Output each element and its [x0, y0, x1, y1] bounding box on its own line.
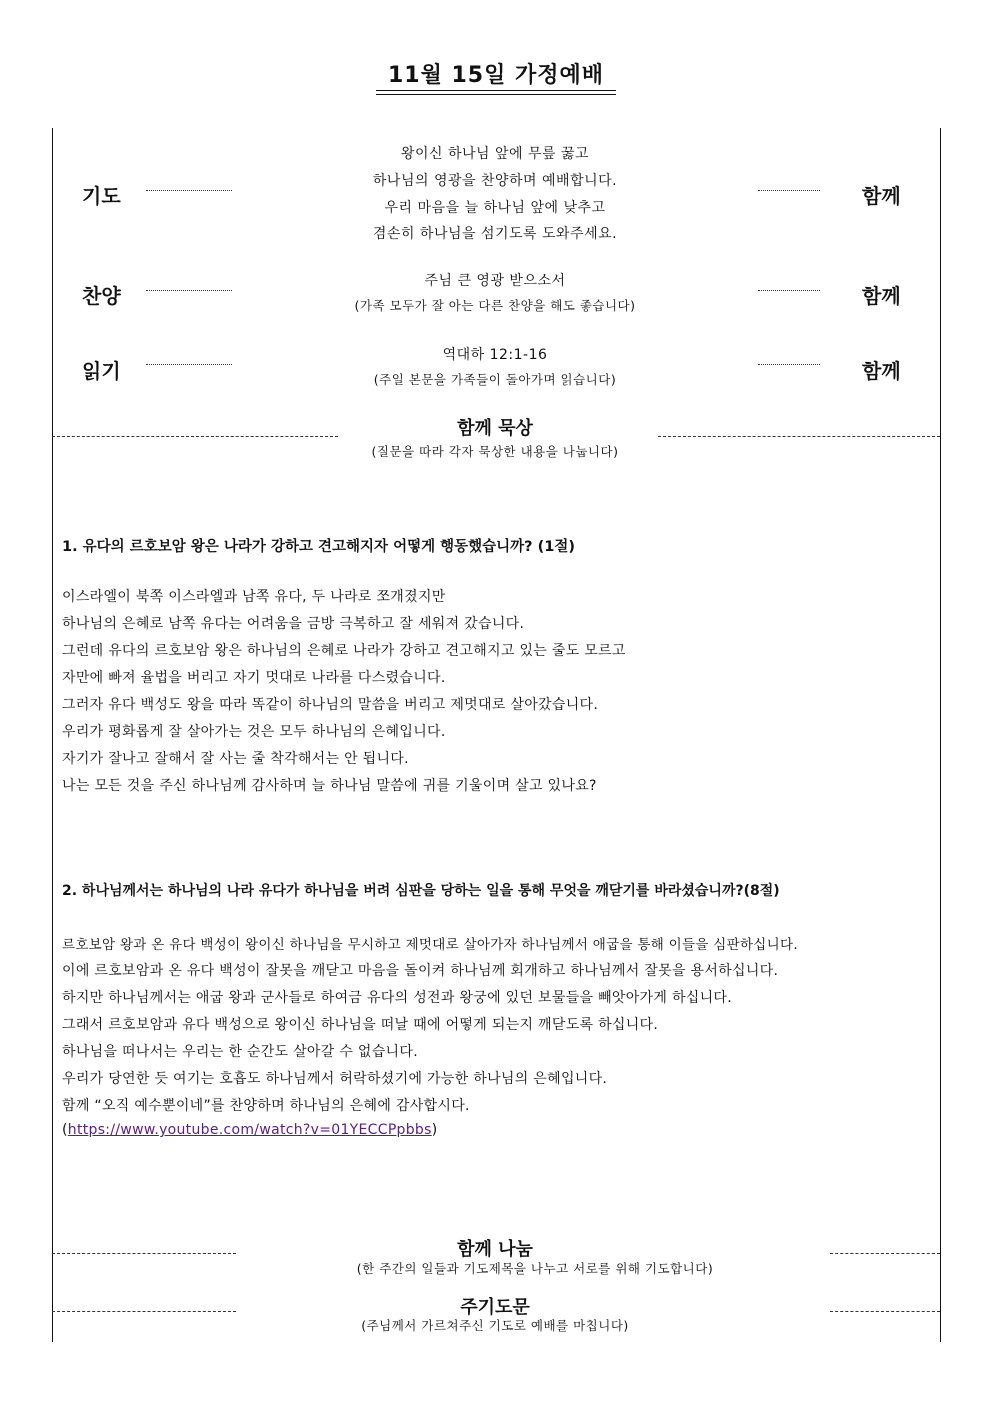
q1-answer-line: 그러자 유다 백성도 왕을 따라 똑같이 하나님의 말씀을 버리고 제멋대로 살아갔습니다.	[62, 697, 599, 713]
section-divider-right	[658, 436, 940, 437]
lords-prayer-note: (주님께서 가르쳐주신 기도로 예배를 마칩니다)	[361, 1318, 629, 1333]
page-title: 11월 15일 가정예배	[387, 63, 605, 88]
q2-answer-line: 하지만 하나님께서는 애굽 왕과 군사들로 하여금 유다의 성전과 왕궁에 있던 보물들을 빼앗아가게 하십니다.	[62, 990, 733, 1006]
title-underline-top	[376, 90, 616, 91]
paren-open: (	[62, 1122, 68, 1138]
reading-passage: 역대하 12:1-16	[442, 347, 548, 363]
leader-dots	[758, 290, 820, 291]
title-underline-bottom	[376, 94, 616, 95]
meditation-heading: 함께 묵상	[457, 418, 533, 439]
q2-answer-line: 이에 르호보암과 온 유다 백성이 잘못을 깨닫고 마음을 돌이켜 하나님께 회개하고 하나님께서 잘못을 용서하십니다.	[62, 963, 779, 979]
youtube-link-line	[62, 1122, 437, 1138]
praise-note: (가족 모두가 잘 아는 다른 찬양을 해도 좋습니다)	[354, 298, 636, 313]
section-divider-left	[52, 436, 338, 437]
prayer-line: 겸손히 하나님을 섬기도록 도와주세요.	[372, 226, 618, 242]
q1-answer-line: 그런데 유다의 르호보암 왕은 하나님의 은혜로 나라가 강하고 견고해지고 있는 줄도 모르고	[62, 643, 626, 659]
question-1: 1. 유다의 르호보암 왕은 나라가 강하고 견고해지자 어떻게 행동했습니까? (1절)	[62, 539, 575, 555]
section-divider-right	[830, 1253, 940, 1254]
lords-prayer-heading: 주기도문	[460, 1297, 530, 1318]
sharing-note: (한 주간의 일들과 기도제목을 나누고 서로를 위해 기도합니다)	[356, 1261, 714, 1276]
prayer-line: 하나님의 영광을 찬양하며 예배합니다.	[372, 173, 618, 189]
q2-answer-line: 르호보암 왕과 온 유다 백성이 왕이신 하나님을 무시하고 제멋대로 살아가자 하나님께서 애굽을 통해 이들을 심판하십니다.	[62, 937, 798, 953]
question-2: 2. 하나님께서는 하나님의 나라 유다가 하나님을 버려 심판을 당하는 일을 통해 무엇을 깨닫기를 바라셨습니까?(8절)	[62, 883, 780, 899]
q2-answer-line: 우리가 당연한 듯 여기는 호흡도 하나님께서 허락하셨기에 가능한 하나님의 은혜입니다.	[62, 1071, 608, 1087]
row-label-praise: 찬양	[82, 284, 121, 308]
leader-dots	[758, 364, 820, 365]
frame-left-border	[52, 128, 53, 1342]
reading-note: (주일 본문을 가족들이 돌아가며 읽습니다)	[373, 372, 617, 387]
praise-song: 주님 큰 영광 받으소서	[424, 273, 566, 289]
leader-dots	[146, 190, 232, 191]
row-label-reading: 읽기	[82, 359, 121, 383]
row-label-prayer: 기도	[82, 184, 121, 208]
prayer-line: 우리 마음을 늘 하나님 앞에 낮추고	[384, 200, 606, 216]
row-right-together: 함께	[862, 359, 901, 383]
q1-answer-line: 우리가 평화롭게 잘 살아가는 것은 모두 하나님의 은혜입니다.	[62, 724, 446, 740]
q1-answer-line: 나는 모든 것을 주신 하나님께 감사하며 늘 하나님 말씀에 귀를 기울이며 살고 있나요?	[62, 778, 597, 794]
paren-close: )	[431, 1122, 438, 1138]
prayer-line: 왕이신 하나님 앞에 무릎 꿇고	[400, 146, 590, 162]
section-divider-left	[52, 1311, 236, 1312]
row-right-together: 함께	[862, 284, 901, 308]
sharing-heading: 함께 나눔	[457, 1239, 533, 1260]
leader-dots	[146, 364, 232, 365]
section-divider-right	[830, 1311, 940, 1312]
q1-answer-line: 하나님의 은혜로 남쪽 유다는 어려움을 금방 극복하고 잘 세워져 갔습니다.	[62, 616, 525, 632]
leader-dots	[146, 290, 232, 291]
meditation-note: (질문을 따라 각자 묵상한 내용을 나눕니다)	[371, 444, 619, 459]
frame-right-border	[940, 128, 941, 1342]
youtube-link[interactable]: https://www.youtube.com/watch?v=01YECCPpbbs	[67, 1122, 432, 1138]
section-divider-left	[52, 1253, 236, 1254]
q2-answer-line: 하나님을 떠나서는 우리는 한 순간도 살아갈 수 없습니다.	[62, 1044, 418, 1060]
q1-answer-line: 이스라엘이 북쪽 이스라엘과 남쪽 유다, 두 나라로 쪼개졌지만	[62, 589, 446, 605]
q2-answer-line: 그래서 르호보암과 유다 백성으로 왕이신 하나님을 떠날 때에 어떻게 되는지 깨닫도록 하십니다.	[62, 1017, 659, 1033]
leader-dots	[758, 190, 820, 191]
q2-answer-line: 함께 “오직 예수뿐이네”를 찬양하며 하나님의 은혜에 감사합시다.	[62, 1098, 470, 1114]
q1-answer-line: 자만에 빠져 율법을 버리고 자기 멋대로 나라를 다스렸습니다.	[62, 670, 446, 686]
q1-answer-line: 자기가 잘나고 잘해서 잘 사는 줄 착각해서는 안 됩니다.	[62, 751, 409, 767]
row-right-together: 함께	[862, 184, 901, 208]
